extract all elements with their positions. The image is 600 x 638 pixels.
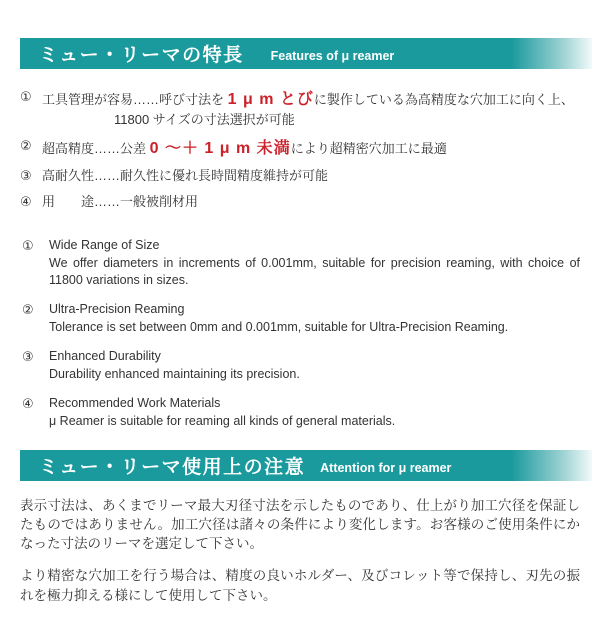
attention-paragraph: 表示寸法は、あくまでリーマ最大刃径寸法を示したものであり、仕上がり加工穴径を保証したものではありません。加工穴径は諸々の条件により変化します。お客様のご使用条件にかなった寸法のリーマを選定して下さい。 [20,497,580,552]
feature-text-post: に製作している為高精度な穴加工に向く上、 [313,92,574,107]
attention-paragraphs [20,496,580,605]
list-item [20,137,580,160]
feature-text-pre: 工具管理が容易……呼び寸法を [42,92,225,107]
feature-text: 用 途……一般被削材用 [42,194,199,210]
list-item [20,88,580,130]
list-item [20,167,580,186]
list-item [22,237,580,289]
circled-number: ④ [20,194,32,210]
feature-body: We offer diameters in increments of 0.001mm, suitable for precision reaming, with choice of 11800 variations in sizes. [49,255,580,287]
circled-number: ① [22,237,34,253]
feature-text-line2: 11800 サイズの寸法選択が可能 [114,112,295,128]
list-item [22,348,580,383]
attention-title-ja: ミュー・リーマ使用上の注意 [39,456,306,478]
circled-number: ② [22,301,34,317]
feature-text [42,137,580,160]
circled-number: ① [20,89,32,104]
attention-title-en: Attention for μ reamer [320,460,452,475]
circled-number: ② [20,138,32,154]
feature-text-emphasis: 1 μ m とび [227,91,314,108]
features-list-ja [20,88,580,212]
feature-body: Durability enhanced maintaining its precision. [49,366,300,381]
feature-text-emphasis: 0 ～＋ 1 μ m 未満 [149,140,291,158]
feature-body: Tolerance is set between 0mm and 0.001mm, suitable for Ultra-Precision Reaming. [49,319,509,334]
list-item [22,301,580,336]
feature-text: 高耐久性……耐久性に優れ長時間精度維持が可能 [42,168,329,184]
circled-number: ③ [22,348,34,364]
feature-heading: Recommended Work Materials [49,395,221,410]
features-header-bar [20,38,592,69]
feature-entry [49,348,580,383]
circled-number: ④ [22,395,34,411]
feature-body: μ Reamer is suitable for reaming all kinds of general materials. [49,413,396,428]
feature-entry [49,237,580,289]
feature-heading: Enhanced Durability [49,348,161,363]
catalog-page [0,38,600,638]
feature-text [42,88,580,130]
features-title-ja: ミュー・リーマの特長 [39,45,244,66]
features-title-en: Features of μ reamer [270,49,395,63]
list-item [20,193,580,212]
features-list-en [22,237,580,430]
attention-header-bar [20,450,592,481]
attention-paragraph: より精密な穴加工を行う場合は、精度の良いホルダー、及びコレット等で保持し、刃先の振れを極力抑える様にして使用して下さい。 [20,568,580,603]
circled-number: ③ [20,168,32,184]
feature-text-pre: 超高精度……公差 [42,141,147,157]
feature-heading: Wide Range of Size [49,237,160,252]
feature-entry [49,395,580,430]
list-item [22,395,580,430]
feature-text-post: により超精密穴加工に最適 [290,141,447,157]
feature-entry [49,301,580,336]
feature-heading: Ultra-Precision Reaming [49,301,185,316]
